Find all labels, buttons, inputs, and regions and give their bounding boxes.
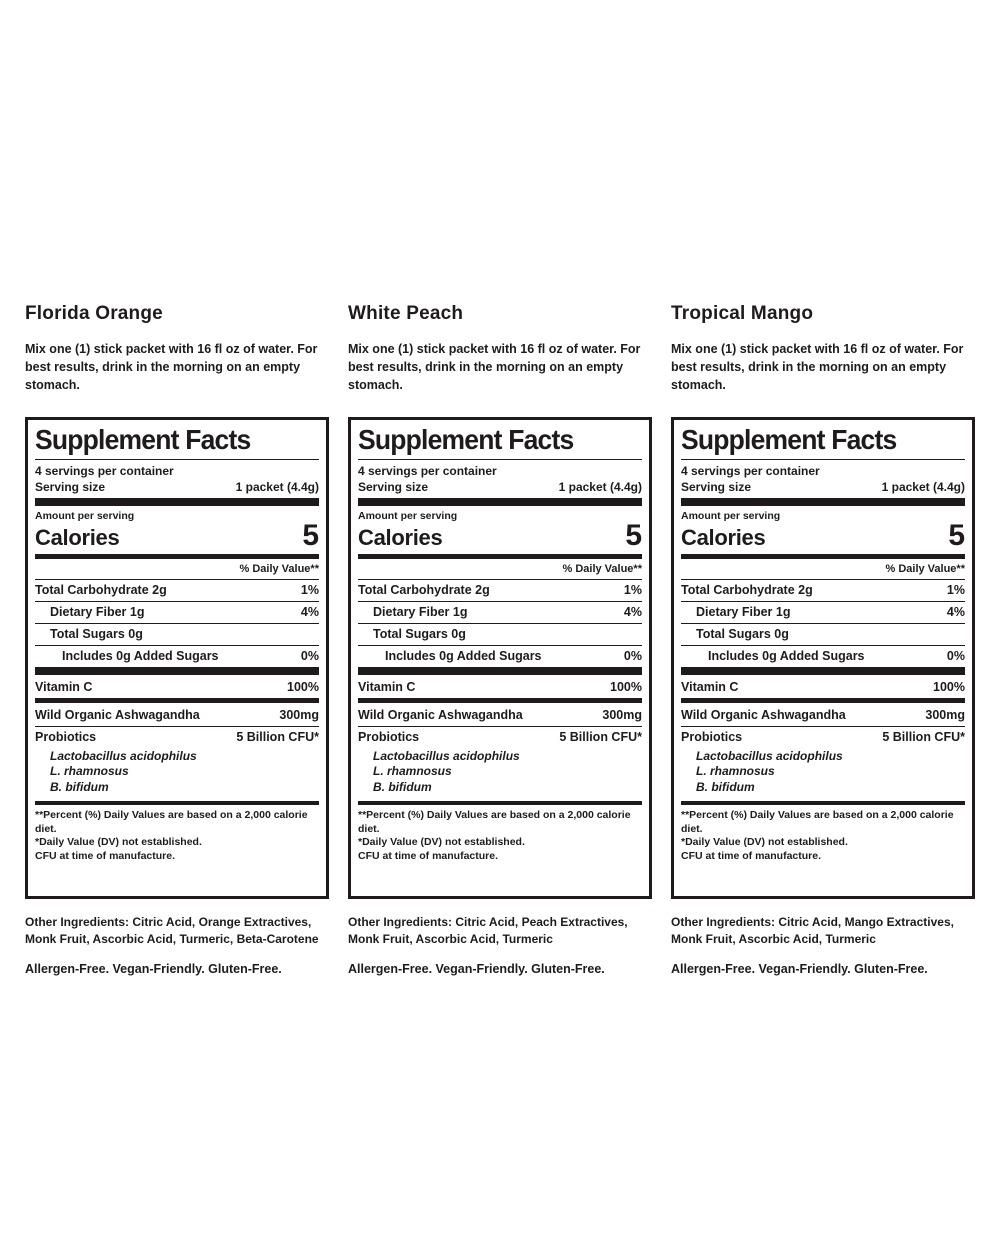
calories-label: Calories xyxy=(681,524,766,550)
servings-per-container: 4 servings per container xyxy=(35,463,174,478)
nutrient-dv: 100% xyxy=(933,680,965,695)
nutrient-name: Dietary Fiber 1g xyxy=(696,605,791,620)
flavor-title: White Peach xyxy=(348,303,464,324)
blend-amount: 300mg xyxy=(925,708,965,723)
nutrient-row-added-sugars xyxy=(358,645,642,667)
label-sheet xyxy=(25,303,975,976)
serving-size-label: Serving size xyxy=(681,479,752,494)
probiotic-strain: L. rhamnosus xyxy=(373,764,452,779)
supplement-facts-title: Supplement Facts xyxy=(358,424,574,456)
probiotic-strain: Lactobacillus acidophilus xyxy=(373,748,520,763)
probiotic-strain-list xyxy=(35,748,319,801)
allergen-note: Allergen-Free. Vegan-Friendly. Gluten-Free. xyxy=(671,962,928,977)
nutrient-row-vitamin-c xyxy=(681,677,965,698)
amount-per-serving-label: Amount per serving xyxy=(358,509,458,522)
nutrient-name: Includes 0g Added Sugars xyxy=(385,649,542,664)
probiotics-amount: 5 Billion CFU* xyxy=(882,730,965,745)
serving-size-row xyxy=(358,479,642,498)
nutrient-name: Total Carbohydrate 2g xyxy=(358,583,490,598)
flavor-panels xyxy=(25,303,975,976)
supplement-facts-box xyxy=(671,417,975,899)
footnote-cfu: CFU at time of manufacture. xyxy=(35,849,176,862)
probiotic-strain: L. rhamnosus xyxy=(696,764,775,779)
serving-size-row xyxy=(35,479,319,498)
daily-value-header: % Daily Value** xyxy=(239,562,319,575)
probiotics-name: Probiotics xyxy=(35,730,97,745)
thick-divider-bar xyxy=(681,498,965,506)
nutrient-row-dietary-fiber xyxy=(681,601,965,623)
flavor-title: Tropical Mango xyxy=(671,303,814,324)
nutrient-row-blend xyxy=(681,705,965,726)
calories-row xyxy=(358,518,642,554)
nutrient-name: Total Sugars 0g xyxy=(50,627,143,642)
directions-text: Mix one (1) stick packet with 16 fl oz of water. For best results, drink in the morning on an empty stomach. xyxy=(671,342,964,393)
calories-label: Calories xyxy=(35,524,120,550)
daily-value-header: % Daily Value** xyxy=(562,562,642,575)
probiotics-name: Probiotics xyxy=(358,730,420,745)
thick-divider-bar xyxy=(358,498,642,506)
serving-size-value: 1 packet (4.4g) xyxy=(881,479,965,494)
probiotic-strain: L. rhamnosus xyxy=(50,764,129,779)
nutrient-row-probiotics xyxy=(358,726,642,748)
nutrient-dv: 1% xyxy=(300,583,319,598)
probiotics-amount: 5 Billion CFU* xyxy=(236,730,319,745)
nutrient-dv: 100% xyxy=(287,680,319,695)
nutrient-row-total-carbohydrate xyxy=(681,579,965,601)
serving-size-label: Serving size xyxy=(35,479,106,494)
probiotic-strain: Lactobacillus acidophilus xyxy=(696,748,843,763)
thick-divider-bar xyxy=(35,498,319,506)
allergen-note: Allergen-Free. Vegan-Friendly. Gluten-Free. xyxy=(348,962,605,977)
calories-value: 5 xyxy=(625,518,642,552)
nutrient-name: Includes 0g Added Sugars xyxy=(62,649,219,664)
footnotes xyxy=(681,805,965,864)
flavor-title: Florida Orange xyxy=(25,303,163,324)
footnote-dv-not-established: *Daily Value (DV) not established. xyxy=(35,836,202,849)
serving-size-value: 1 packet (4.4g) xyxy=(558,479,642,494)
blend-name: Wild Organic Ashwagandha xyxy=(358,708,523,723)
nutrient-row-probiotics xyxy=(35,726,319,748)
supplement-facts-box xyxy=(348,417,652,899)
footnote-cfu: CFU at time of manufacture. xyxy=(358,849,499,862)
thick-divider-bar xyxy=(358,667,642,675)
nutrient-row-vitamin-c xyxy=(35,677,319,698)
directions-text: Mix one (1) stick packet with 16 fl oz of water. For best results, drink in the morning on an empty stomach. xyxy=(25,342,318,393)
probiotic-strain: B. bifidum xyxy=(50,780,109,795)
nutrient-name: Vitamin C xyxy=(681,680,739,695)
footnote-daily-values: **Percent (%) Daily Values are based on a 2,000 calorie diet. xyxy=(35,809,308,835)
nutrient-row-total-carbohydrate xyxy=(358,579,642,601)
nutrient-row-dietary-fiber xyxy=(35,601,319,623)
nutrient-row-total-sugars xyxy=(358,623,642,645)
blend-name: Wild Organic Ashwagandha xyxy=(681,708,846,723)
supplement-panel xyxy=(348,303,652,976)
nutrient-dv: 0% xyxy=(623,649,642,664)
footnotes xyxy=(35,805,319,864)
nutrient-name: Vitamin C xyxy=(358,680,416,695)
calories-row xyxy=(35,518,319,554)
nutrient-row-added-sugars xyxy=(681,645,965,667)
allergen-note: Allergen-Free. Vegan-Friendly. Gluten-Free. xyxy=(25,962,282,977)
supplement-facts-title: Supplement Facts xyxy=(35,424,251,456)
serving-size-label: Serving size xyxy=(358,479,429,494)
probiotic-strain: B. bifidum xyxy=(696,780,755,795)
probiotic-strain: Lactobacillus acidophilus xyxy=(50,748,197,763)
calories-value: 5 xyxy=(948,518,965,552)
servings-per-container: 4 servings per container xyxy=(358,463,497,478)
blend-amount: 300mg xyxy=(279,708,319,723)
footnote-daily-values: **Percent (%) Daily Values are based on a 2,000 calorie diet. xyxy=(358,809,631,835)
nutrient-dv: 0% xyxy=(946,649,965,664)
nutrient-name: Vitamin C xyxy=(35,680,93,695)
nutrient-name: Includes 0g Added Sugars xyxy=(708,649,865,664)
other-ingredients: Other Ingredients: Citric Acid, Peach Extractives, Monk Fruit, Ascorbic Acid, Turmeric xyxy=(348,915,628,947)
nutrient-dv: 100% xyxy=(610,680,642,695)
probiotics-amount: 5 Billion CFU* xyxy=(559,730,642,745)
nutrient-name: Dietary Fiber 1g xyxy=(373,605,468,620)
amount-per-serving-label: Amount per serving xyxy=(681,509,781,522)
nutrient-name: Total Sugars 0g xyxy=(373,627,466,642)
nutrient-row-vitamin-c xyxy=(358,677,642,698)
nutrient-dv: 4% xyxy=(623,605,642,620)
supplement-facts-title: Supplement Facts xyxy=(681,424,897,456)
footnotes xyxy=(358,805,642,864)
nutrient-row-blend xyxy=(35,705,319,726)
supplement-panel xyxy=(671,303,975,976)
probiotic-strain: B. bifidum xyxy=(373,780,432,795)
serving-size-value: 1 packet (4.4g) xyxy=(235,479,319,494)
calories-row xyxy=(681,518,965,554)
directions-text: Mix one (1) stick packet with 16 fl oz of water. For best results, drink in the morning on an empty stomach. xyxy=(348,342,641,393)
amount-per-serving-label: Amount per serving xyxy=(35,509,135,522)
nutrient-name: Dietary Fiber 1g xyxy=(50,605,145,620)
other-ingredients: Other Ingredients: Citric Acid, Orange Extractives, Monk Fruit, Ascorbic Acid, Turmeric, Beta-Carotene xyxy=(25,915,319,947)
nutrient-dv: 1% xyxy=(623,583,642,598)
medium-divider-bar xyxy=(358,698,642,703)
blend-amount: 300mg xyxy=(602,708,642,723)
daily-value-header: % Daily Value** xyxy=(885,562,965,575)
nutrient-row-blend xyxy=(358,705,642,726)
footnote-dv-not-established: *Daily Value (DV) not established. xyxy=(681,836,848,849)
calories-value: 5 xyxy=(302,518,319,552)
servings-per-container: 4 servings per container xyxy=(681,463,820,478)
nutrient-dv: 1% xyxy=(946,583,965,598)
thick-divider-bar xyxy=(681,667,965,675)
thick-divider-bar xyxy=(35,667,319,675)
footnote-cfu: CFU at time of manufacture. xyxy=(681,849,822,862)
blend-name: Wild Organic Ashwagandha xyxy=(35,708,200,723)
nutrient-row-added-sugars xyxy=(35,645,319,667)
probiotic-strain-list xyxy=(358,748,642,801)
nutrient-name: Total Carbohydrate 2g xyxy=(35,583,167,598)
nutrient-row-total-sugars xyxy=(35,623,319,645)
supplement-facts-box xyxy=(25,417,329,899)
nutrient-row-probiotics xyxy=(681,726,965,748)
nutrient-row-total-carbohydrate xyxy=(35,579,319,601)
nutrient-name: Total Carbohydrate 2g xyxy=(681,583,813,598)
nutrient-dv: 4% xyxy=(946,605,965,620)
medium-divider-bar xyxy=(681,698,965,703)
serving-size-row xyxy=(681,479,965,498)
medium-divider-bar xyxy=(35,698,319,703)
footnote-daily-values: **Percent (%) Daily Values are based on a 2,000 calorie diet. xyxy=(681,809,954,835)
nutrient-dv: 0% xyxy=(300,649,319,664)
nutrient-row-dietary-fiber xyxy=(358,601,642,623)
nutrient-name: Total Sugars 0g xyxy=(696,627,789,642)
probiotics-name: Probiotics xyxy=(681,730,743,745)
nutrient-dv: 4% xyxy=(300,605,319,620)
probiotic-strain-list xyxy=(681,748,965,801)
supplement-panel xyxy=(25,303,329,976)
calories-label: Calories xyxy=(358,524,443,550)
nutrient-row-total-sugars xyxy=(681,623,965,645)
footnote-dv-not-established: *Daily Value (DV) not established. xyxy=(358,836,525,849)
other-ingredients: Other Ingredients: Citric Acid, Mango Extractives, Monk Fruit, Ascorbic Acid, Turmeric xyxy=(671,915,954,947)
